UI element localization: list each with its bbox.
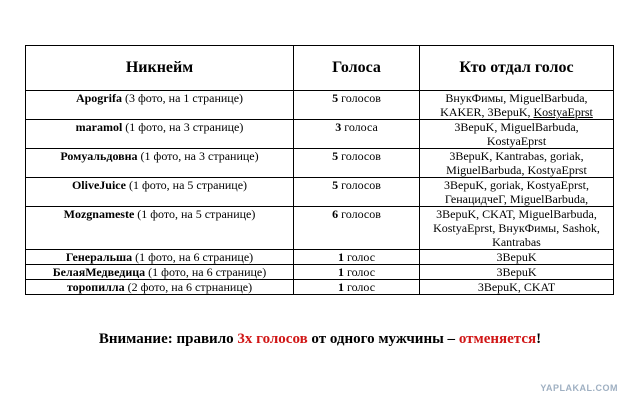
nickname-cell <box>26 149 294 178</box>
photo-details: (1 фото, на 5 странице) <box>125 178 248 192</box>
nickname: БелаяМедведица <box>52 265 146 279</box>
table-row <box>26 250 614 265</box>
notice-part5: ! <box>536 331 542 347</box>
vote-count: 5 <box>332 178 339 192</box>
photo-details: (2 фото, на 6 стрнанице) <box>124 280 253 294</box>
vote-word: голос <box>343 250 376 264</box>
vote-word: голос <box>343 265 376 279</box>
vote-count: 6 <box>332 207 339 221</box>
voters-line <box>422 192 611 206</box>
nickname-cell <box>26 280 294 295</box>
vote-count: 5 <box>332 91 339 105</box>
voters-text: KostyaEprst <box>486 134 547 148</box>
photo-details: (1 фото, на 3 странице) <box>122 120 244 134</box>
voters-text: MiguelBarbuda, KostyaEprst <box>446 163 587 177</box>
nickname: OliveJuice <box>71 178 126 192</box>
notice-part3: от одного мужчины – <box>307 331 459 347</box>
voters-cell <box>420 120 614 149</box>
vote-count: 3 <box>335 120 342 134</box>
voters-text: ВнукФимы, MiguelBarbuda, <box>445 91 588 105</box>
voter-link[interactable]: KostyaEprst <box>533 105 593 119</box>
voters-cell <box>420 265 614 280</box>
table-row <box>26 207 614 250</box>
vote-count-cell <box>294 149 420 178</box>
voters-line <box>422 250 611 264</box>
vote-word: голосов <box>338 91 381 105</box>
photo-details: (3 фото, на 1 странице) <box>121 91 244 105</box>
voters-text: 3BepuK, Kantrabas, goriak, <box>449 149 584 163</box>
vote-count: 1 <box>337 280 344 294</box>
vote-word: голосов <box>338 207 381 221</box>
notice-highlight-cancelled: отменяется <box>458 331 537 347</box>
vote-count-cell <box>294 207 420 250</box>
nickname-cell <box>26 265 294 280</box>
table-row <box>26 91 614 120</box>
vote-count: 5 <box>332 149 339 163</box>
watermark: YAPLAKAL.COM <box>540 383 618 393</box>
voters-cell <box>420 149 614 178</box>
voters-text: 3BepuK, CKAT, MiguelBarbuda, <box>436 207 597 221</box>
voters-text: KAKER, 3BepuK, <box>440 105 534 119</box>
vote-count-cell <box>294 91 420 120</box>
nickname-cell <box>26 91 294 120</box>
voters-text: 3BepuK <box>496 250 537 264</box>
vote-count-cell <box>294 250 420 265</box>
header-row <box>26 46 614 91</box>
voters-text: KostyaEprst, ВнукФимы, Sashok, <box>433 221 600 235</box>
table-row <box>26 149 614 178</box>
nickname-cell <box>26 178 294 207</box>
voters-line <box>422 91 611 105</box>
table-row <box>26 120 614 149</box>
vote-word: голоса <box>341 120 378 134</box>
header-nickname: Никнейм <box>26 46 294 91</box>
voters-text: 3BepuK <box>496 265 537 279</box>
voters-line <box>422 235 611 249</box>
nickname: Mozgnameste <box>63 207 135 221</box>
voters-cell <box>420 280 614 295</box>
voters-line <box>422 265 611 279</box>
voters-text: 3BepuK, MiguelBarbuda, <box>454 120 579 134</box>
voters-line <box>422 120 611 134</box>
table-row <box>26 280 614 295</box>
voters-text: ГенацидчеГ, MiguelBarbuda, <box>444 192 589 206</box>
notice-part1: Внимание: правило <box>98 331 238 347</box>
vote-count-cell <box>294 120 420 149</box>
voters-line <box>422 221 611 235</box>
vote-count-cell <box>294 178 420 207</box>
vote-count: 1 <box>337 250 344 264</box>
header-votes: Голоса <box>294 46 420 91</box>
vote-word: голосов <box>338 178 381 192</box>
vote-word: голосов <box>338 149 381 163</box>
voters-cell <box>420 178 614 207</box>
nickname-cell <box>26 250 294 265</box>
voters-line <box>422 280 611 294</box>
votes-table <box>25 45 614 295</box>
table-row <box>26 178 614 207</box>
voters-line <box>422 149 611 163</box>
vote-count-cell <box>294 280 420 295</box>
nickname: maramol <box>75 120 123 134</box>
voters-text: 3BepuK, CKAT <box>477 280 556 294</box>
nickname-cell <box>26 120 294 149</box>
vote-count-cell <box>294 265 420 280</box>
voters-cell <box>420 250 614 265</box>
voters-cell <box>420 91 614 120</box>
photo-details: (1 фото, на 3 странице) <box>137 149 259 163</box>
voters-line <box>422 163 611 177</box>
nickname: Генеральша <box>65 250 133 264</box>
photo-details: (1 фото, на 6 странице) <box>132 250 254 264</box>
voters-text: Kantrabas <box>492 235 541 249</box>
nickname: Apogrifa <box>75 91 122 105</box>
voters-text: 3BepuK, goriak, KostyaEprst, <box>444 178 589 192</box>
photo-details: (1 фото, на 6 странице) <box>145 265 267 279</box>
nickname-cell <box>26 207 294 250</box>
voters-line <box>422 207 611 221</box>
photo-details: (1 фото, на 5 странице) <box>134 207 256 221</box>
vote-count: 1 <box>337 265 344 279</box>
table-row <box>26 265 614 280</box>
voters-line <box>422 178 611 192</box>
notice-highlight-rule: 3х голосов <box>237 331 308 347</box>
voters-line <box>422 134 611 148</box>
vote-word: голос <box>343 280 376 294</box>
voters-cell <box>420 207 614 250</box>
nickname: Ромуальдовна <box>60 149 138 163</box>
notice-text <box>0 331 640 348</box>
nickname: торопилла <box>66 280 125 294</box>
voters-line <box>422 105 611 119</box>
header-voters: Кто отдал голос <box>420 46 614 91</box>
